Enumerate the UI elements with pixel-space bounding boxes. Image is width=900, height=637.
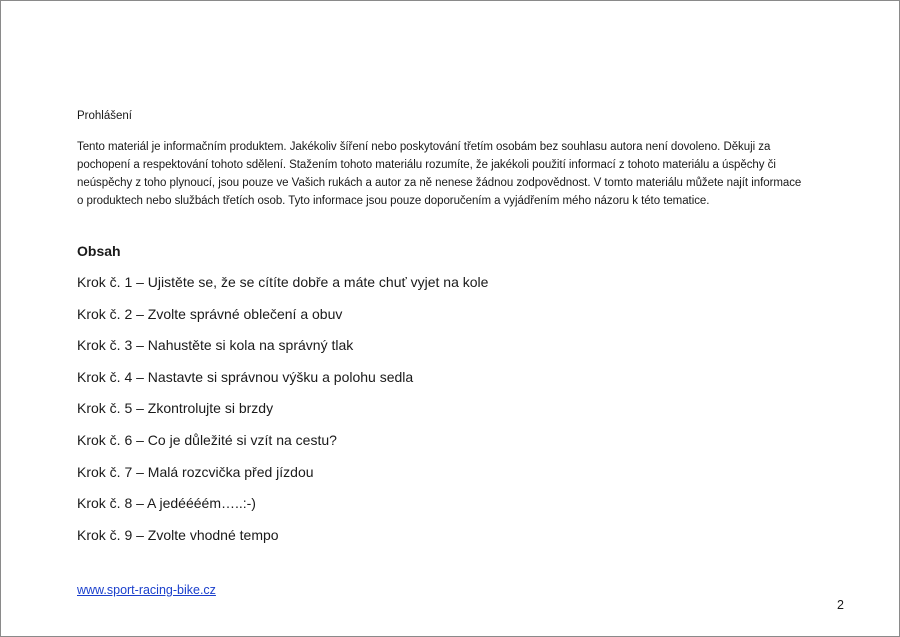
- toc-heading: Obsah: [77, 243, 121, 259]
- declaration-line: pochopení a respektování tohoto sdělení. Stažením tohoto materiálu rozumíte, že jakékoli použití informací z tohoto materiálu a úspěchy či: [77, 159, 776, 171]
- page-number: 2: [837, 598, 844, 612]
- toc-item: Krok č. 5 – Zkontrolujte si brzdy: [77, 400, 274, 417]
- toc-item: Krok č. 6 – Co je důležité si vzít na cestu?: [77, 431, 337, 448]
- declaration-line: neúspěchy z toho plynoucí, jsou pouze ve Vašich rukách a autor za ně nenese žádnou zodpovědnost. V tomto materiálu můžete najít informace: [77, 177, 802, 189]
- toc-item: Krok č. 4 – Nastavte si správnou výšku a polohu sedla: [77, 368, 414, 385]
- toc-item: Krok č. 1 – Ujistěte se, že se cítíte dobře a máte chuť vyjet na kole: [77, 274, 489, 290]
- toc-item: Krok č. 8 – A jedéééém…..:-): [77, 495, 256, 512]
- toc-item: Krok č. 2 – Zvolte správné oblečení a obuv: [77, 305, 343, 322]
- toc-item: Krok č. 7 – Malá rozcvička před jízdou: [77, 463, 314, 480]
- website-link[interactable]: www.sport-racing-bike.cz: [77, 583, 216, 597]
- declaration-paragraph: [77, 138, 837, 210]
- toc-item: Krok č. 9 – Zvolte vhodné tempo: [77, 526, 279, 543]
- toc-list: [77, 273, 488, 557]
- toc-item: Krok č. 3 – Nahustěte si kola na správný tlak: [77, 337, 354, 354]
- declaration-line: o produktech nebo službách třetích osob. Tyto informace jsou pouze doporučením a vyjádřením mého názoru k této tematice.: [77, 195, 710, 207]
- declaration-line: Tento materiál je informačním produktem. Jakékoliv šíření nebo poskytování třetím osobám bez souhlasu autora není dovoleno. Děkuji za: [77, 141, 771, 153]
- declaration-heading: Prohlášení: [77, 110, 132, 122]
